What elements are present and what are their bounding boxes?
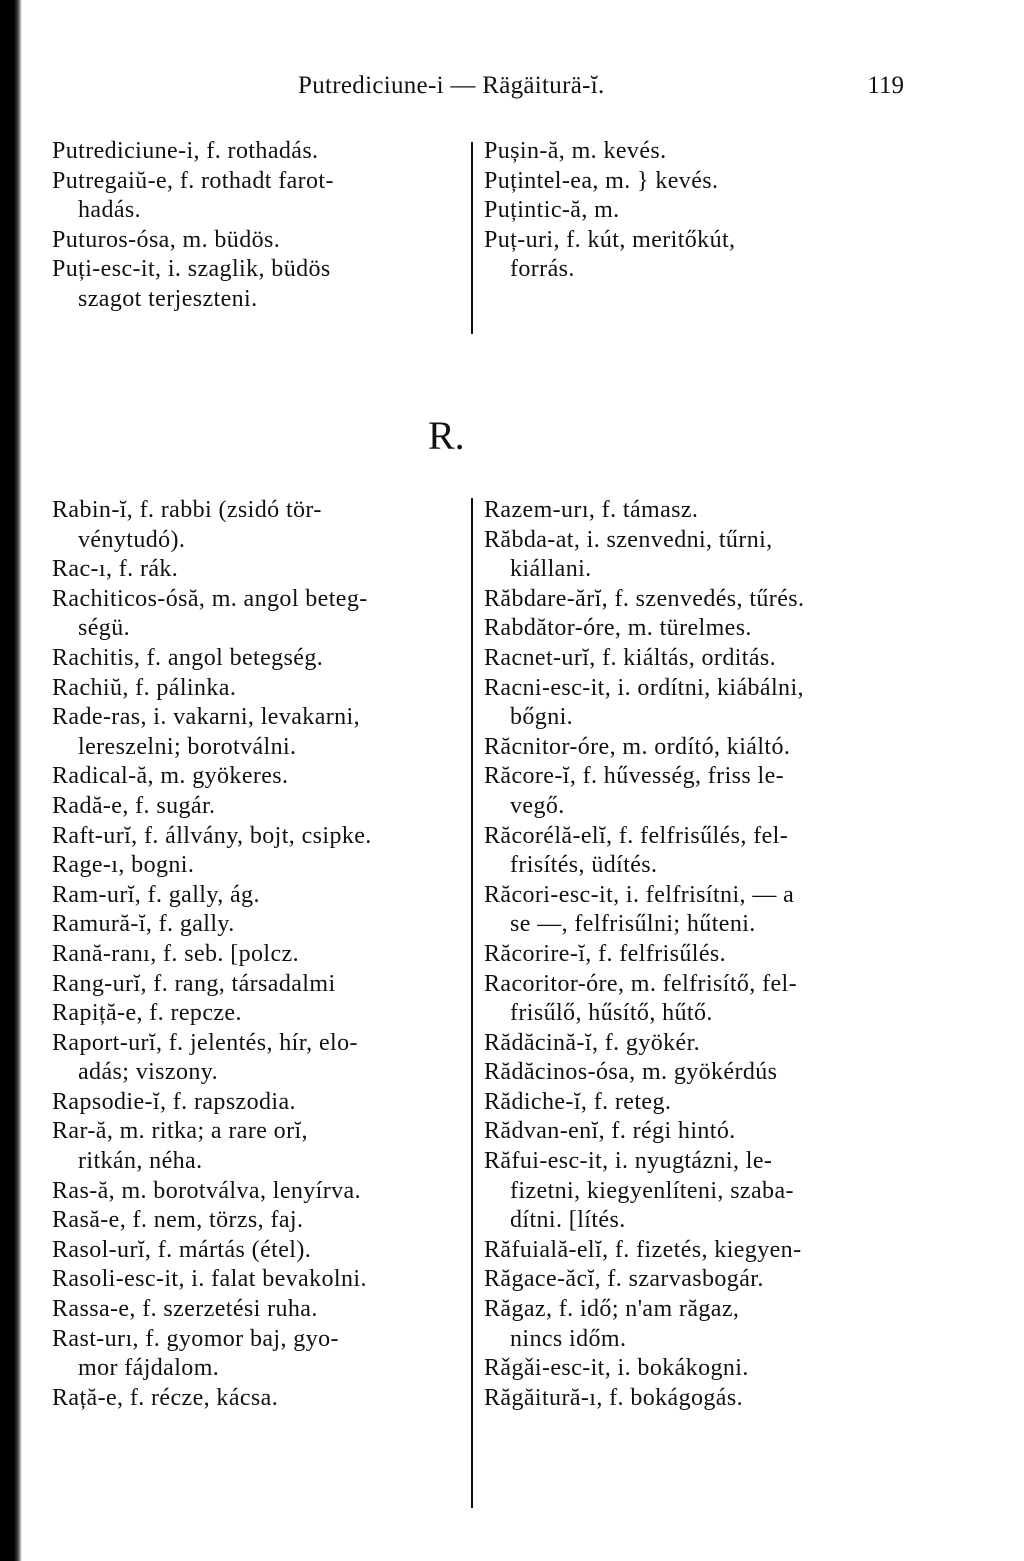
dictionary-entry <box>52 792 462 822</box>
entry-headline: Rassa-e, f. szerzetési ruha. <box>52 1296 318 1323</box>
dictionary-entry <box>52 585 462 644</box>
dictionary-entry <box>484 1147 904 1236</box>
dictionary-entry <box>52 940 462 970</box>
dictionary-entry <box>484 167 904 197</box>
entry-headline: Răbdare-ărĭ, f. szenvedés, tűrés. <box>484 585 805 612</box>
entry-continuation: vénytudó). <box>78 526 186 553</box>
top-left-column <box>52 137 460 315</box>
entry-headline: Puți-esc-it, i. szaglik, büdös <box>52 256 331 283</box>
entry-headline: Răgaz, f. idő; n'am răgaz, <box>484 1296 740 1323</box>
dictionary-entry <box>52 137 460 167</box>
entry-headline: Rachiŭ, f. pálinka. <box>52 674 237 701</box>
entry-headline: Ram-urĭ, f. gally, ág. <box>52 881 260 908</box>
entry-headline: Rabin-ĭ, f. rabbi (zsidó tör- <box>52 497 322 523</box>
entry-headline: Răbda-at, i. szenvedni, tűrni, <box>484 526 773 553</box>
entry-continuation: adás; viszony. <box>78 1059 219 1086</box>
dictionary-entry <box>52 555 462 585</box>
entry-headline: Rachitis, f. angol betegség. <box>52 644 324 671</box>
dictionary-entry <box>52 255 460 314</box>
dictionary-entry <box>484 585 904 615</box>
entry-headline: Rasoli-esc-it, i. falat bevakolni. <box>52 1266 367 1293</box>
entry-headline: Răcnitor-óre, m. ordító, kiáltó. <box>484 733 791 760</box>
dictionary-entry <box>484 1236 904 1266</box>
dictionary-entry <box>484 762 904 821</box>
entry-headline: Rachiticos-ósă, m. angol beteg- <box>52 585 368 612</box>
entry-headline: Puț-uri, f. kút, meritőkút, <box>484 226 736 253</box>
entry-headline: Radical-ă, m. gyökeres. <box>52 763 289 790</box>
entry-headline: Rață-e, f. récze, kácsa. <box>52 1384 279 1411</box>
dictionary-entry <box>52 1295 462 1325</box>
entry-headline: Rasă-e, f. nem, törzs, faj. <box>52 1207 304 1234</box>
entry-headline: Răfui-esc-it, i. nyugtázni, le- <box>484 1148 773 1175</box>
top-right-column <box>484 137 904 285</box>
entry-continuation: se —, felfrisűlni; hűteni. <box>510 911 756 938</box>
entry-continuation: fizetni, kiegyenlíteni, szaba- <box>510 1177 794 1204</box>
entry-headline: Racni-esc-it, i. ordítni, kiábálni, <box>484 674 804 701</box>
dictionary-entry <box>484 940 904 970</box>
entry-headline: Rabdător-óre, m. türelmes. <box>484 615 752 642</box>
dictionary-entry <box>484 1265 904 1295</box>
dictionary-entry <box>52 1265 462 1295</box>
dictionary-entry <box>484 1029 904 1059</box>
entry-headline: Răcorélă-elĭ, f. felfrisűlés, fel- <box>484 822 789 849</box>
bottom-left-column <box>52 496 462 1413</box>
dictionary-entry <box>52 496 462 555</box>
entry-headline: Radă-e, f. sugár. <box>52 792 216 819</box>
entry-headline: Putrediciune-i, f. rothadás. <box>52 138 319 164</box>
entry-headline: Răcorire-ĭ, f. felfrisűlés. <box>484 940 727 967</box>
dictionary-entry <box>484 196 904 226</box>
entry-headline: Puțintic-ă, m. <box>484 197 620 224</box>
entry-headline: Ras-ă, m. borotválva, lenyírva. <box>52 1177 361 1204</box>
dictionary-entry <box>52 1117 462 1176</box>
entry-continuation: vegő. <box>510 792 565 819</box>
entry-headline: Răcori-esc-it, i. felfrisítni, — a <box>484 881 795 908</box>
entry-continuation: nincs időm. <box>510 1325 627 1352</box>
dictionary-entry <box>484 1088 904 1118</box>
dictionary-entry <box>484 1384 904 1414</box>
entry-continuation: dítni. [lítés. <box>510 1207 626 1234</box>
dictionary-entry <box>484 881 904 940</box>
dictionary-entry <box>484 137 904 167</box>
dictionary-entry <box>52 1236 462 1266</box>
entry-headline: Racoritor-óre, m. felfrisítő, fel- <box>484 970 798 997</box>
dictionary-entry <box>52 762 462 792</box>
column-divider-top <box>471 142 473 334</box>
entry-continuation: forrás. <box>510 256 575 283</box>
dictionary-entry <box>52 674 462 704</box>
dictionary-entry <box>484 496 904 526</box>
dictionary-entry <box>52 822 462 852</box>
dictionary-entry <box>52 1325 462 1384</box>
dictionary-entry <box>52 881 462 911</box>
entry-continuation: szagot terjeszteni. <box>78 285 258 312</box>
entry-headline: Puturos-ósa, m. büdös. <box>52 226 281 253</box>
dictionary-entry <box>484 614 904 644</box>
dictionary-entry <box>484 1295 904 1354</box>
running-head: Putrediciune-i — Rägäiturä-ĭ. <box>298 72 605 99</box>
dictionary-entry <box>484 1117 904 1147</box>
dictionary-entry <box>52 1384 462 1414</box>
entry-headline: Rădvan-enĭ, f. régi hintó. <box>484 1118 736 1145</box>
entry-headline: Rapsodie-ĭ, f. rapszodia. <box>52 1088 296 1115</box>
entry-headline: Razem-urı, f. támasz. <box>484 497 699 523</box>
dictionary-entry <box>52 1088 462 1118</box>
entry-headline: Rasol-urĭ, f. mártás (étel). <box>52 1236 312 1263</box>
dictionary-entry <box>52 999 462 1029</box>
section-letter: R. <box>428 413 465 458</box>
entry-headline: Raport-urĭ, f. jelentés, hír, elo- <box>52 1029 358 1056</box>
page-number: 119 <box>867 72 904 99</box>
entry-continuation: hadás. <box>78 197 142 224</box>
entry-continuation: mor fájdalom. <box>78 1355 220 1382</box>
entry-headline: Rac-ı, f. rák. <box>52 556 179 583</box>
bottom-right-column <box>484 496 904 1413</box>
entry-headline: Răgace-ăcĭ, f. szarvasbogár. <box>484 1266 764 1293</box>
entry-continuation: bőgni. <box>510 704 574 731</box>
entry-headline: Rădăcinos-ósa, m. gyökérdús <box>484 1059 778 1086</box>
entry-continuation: frisítés, üdítés. <box>510 852 658 879</box>
page-header <box>0 72 1024 112</box>
entry-headline: Răgăitură-ı, f. bokágogás. <box>484 1384 743 1411</box>
dictionary-entry <box>52 1029 462 1088</box>
entry-headline: Rang-urĭ, f. rang, társadalmi <box>52 970 336 997</box>
dictionary-entry <box>484 674 904 733</box>
entry-headline: Rădăcină-ĭ, f. gyökér. <box>484 1029 701 1056</box>
dictionary-entry <box>484 822 904 881</box>
entry-headline: Răfuială-elĭ, f. fizetés, kiegyen- <box>484 1236 802 1263</box>
dictionary-entry <box>484 226 904 285</box>
entry-headline: Răcore-ĭ, f. hűvesség, friss le- <box>484 763 785 790</box>
entry-headline: Rar-ă, m. ritka; a rare orĭ, <box>52 1118 308 1145</box>
entry-headline: Rapiță-e, f. repcze. <box>52 1000 242 1027</box>
entry-continuation: lereszelni; borotválni. <box>78 733 297 760</box>
entry-headline: Ramură-ĭ, f. gally. <box>52 911 235 938</box>
entry-continuation: frisűlő, hűsítő, hűtő. <box>510 1000 713 1027</box>
dictionary-entry <box>52 703 462 762</box>
dictionary-entry <box>52 970 462 1000</box>
entry-continuation: ritkán, néha. <box>78 1148 203 1175</box>
dictionary-entry <box>484 733 904 763</box>
entry-headline: Rast-urı, f. gyomor baj, gyo- <box>52 1325 339 1352</box>
entry-headline: Rage-ı, bogni. <box>52 852 195 879</box>
entry-headline: Rade-ras, i. vakarni, levakarni, <box>52 704 361 731</box>
entry-headline: Puțintel-ea, m. } kevés. <box>484 167 719 194</box>
dictionary-entry <box>52 167 460 226</box>
dictionary-entry <box>52 910 462 940</box>
dictionary-entry <box>484 970 904 1029</box>
dictionary-entry <box>52 1177 462 1207</box>
entry-headline: Rǎgǎi-esc-it, i. bokákogni. <box>484 1355 749 1382</box>
column-divider-bottom <box>471 498 473 1508</box>
dictionary-entry <box>484 1354 904 1384</box>
entry-headline: Putregaiŭ-e, f. rothadt farot- <box>52 167 334 194</box>
dictionary-entry <box>52 851 462 881</box>
dictionary-entry <box>484 526 904 585</box>
entry-headline: Raft-urĭ, f. állvány, bojt, csipke. <box>52 822 372 849</box>
entry-headline: Pușin-ă, m. kevés. <box>484 138 667 164</box>
entry-headline: Rădiche-ĭ, f. reteg. <box>484 1088 672 1115</box>
entry-headline: Racnet-urĭ, f. kiáltás, orditás. <box>484 644 777 671</box>
dictionary-entry <box>484 644 904 674</box>
dictionary-entry <box>52 226 460 256</box>
dictionary-entry <box>52 1206 462 1236</box>
entry-continuation: ségü. <box>78 615 130 642</box>
dictionary-entry <box>52 644 462 674</box>
entry-headline: Rană-ranı, f. seb. [polcz. <box>52 940 299 967</box>
entry-continuation: kiállani. <box>510 556 592 583</box>
dictionary-entry <box>484 1058 904 1088</box>
scanned-page-edge <box>0 0 22 1561</box>
